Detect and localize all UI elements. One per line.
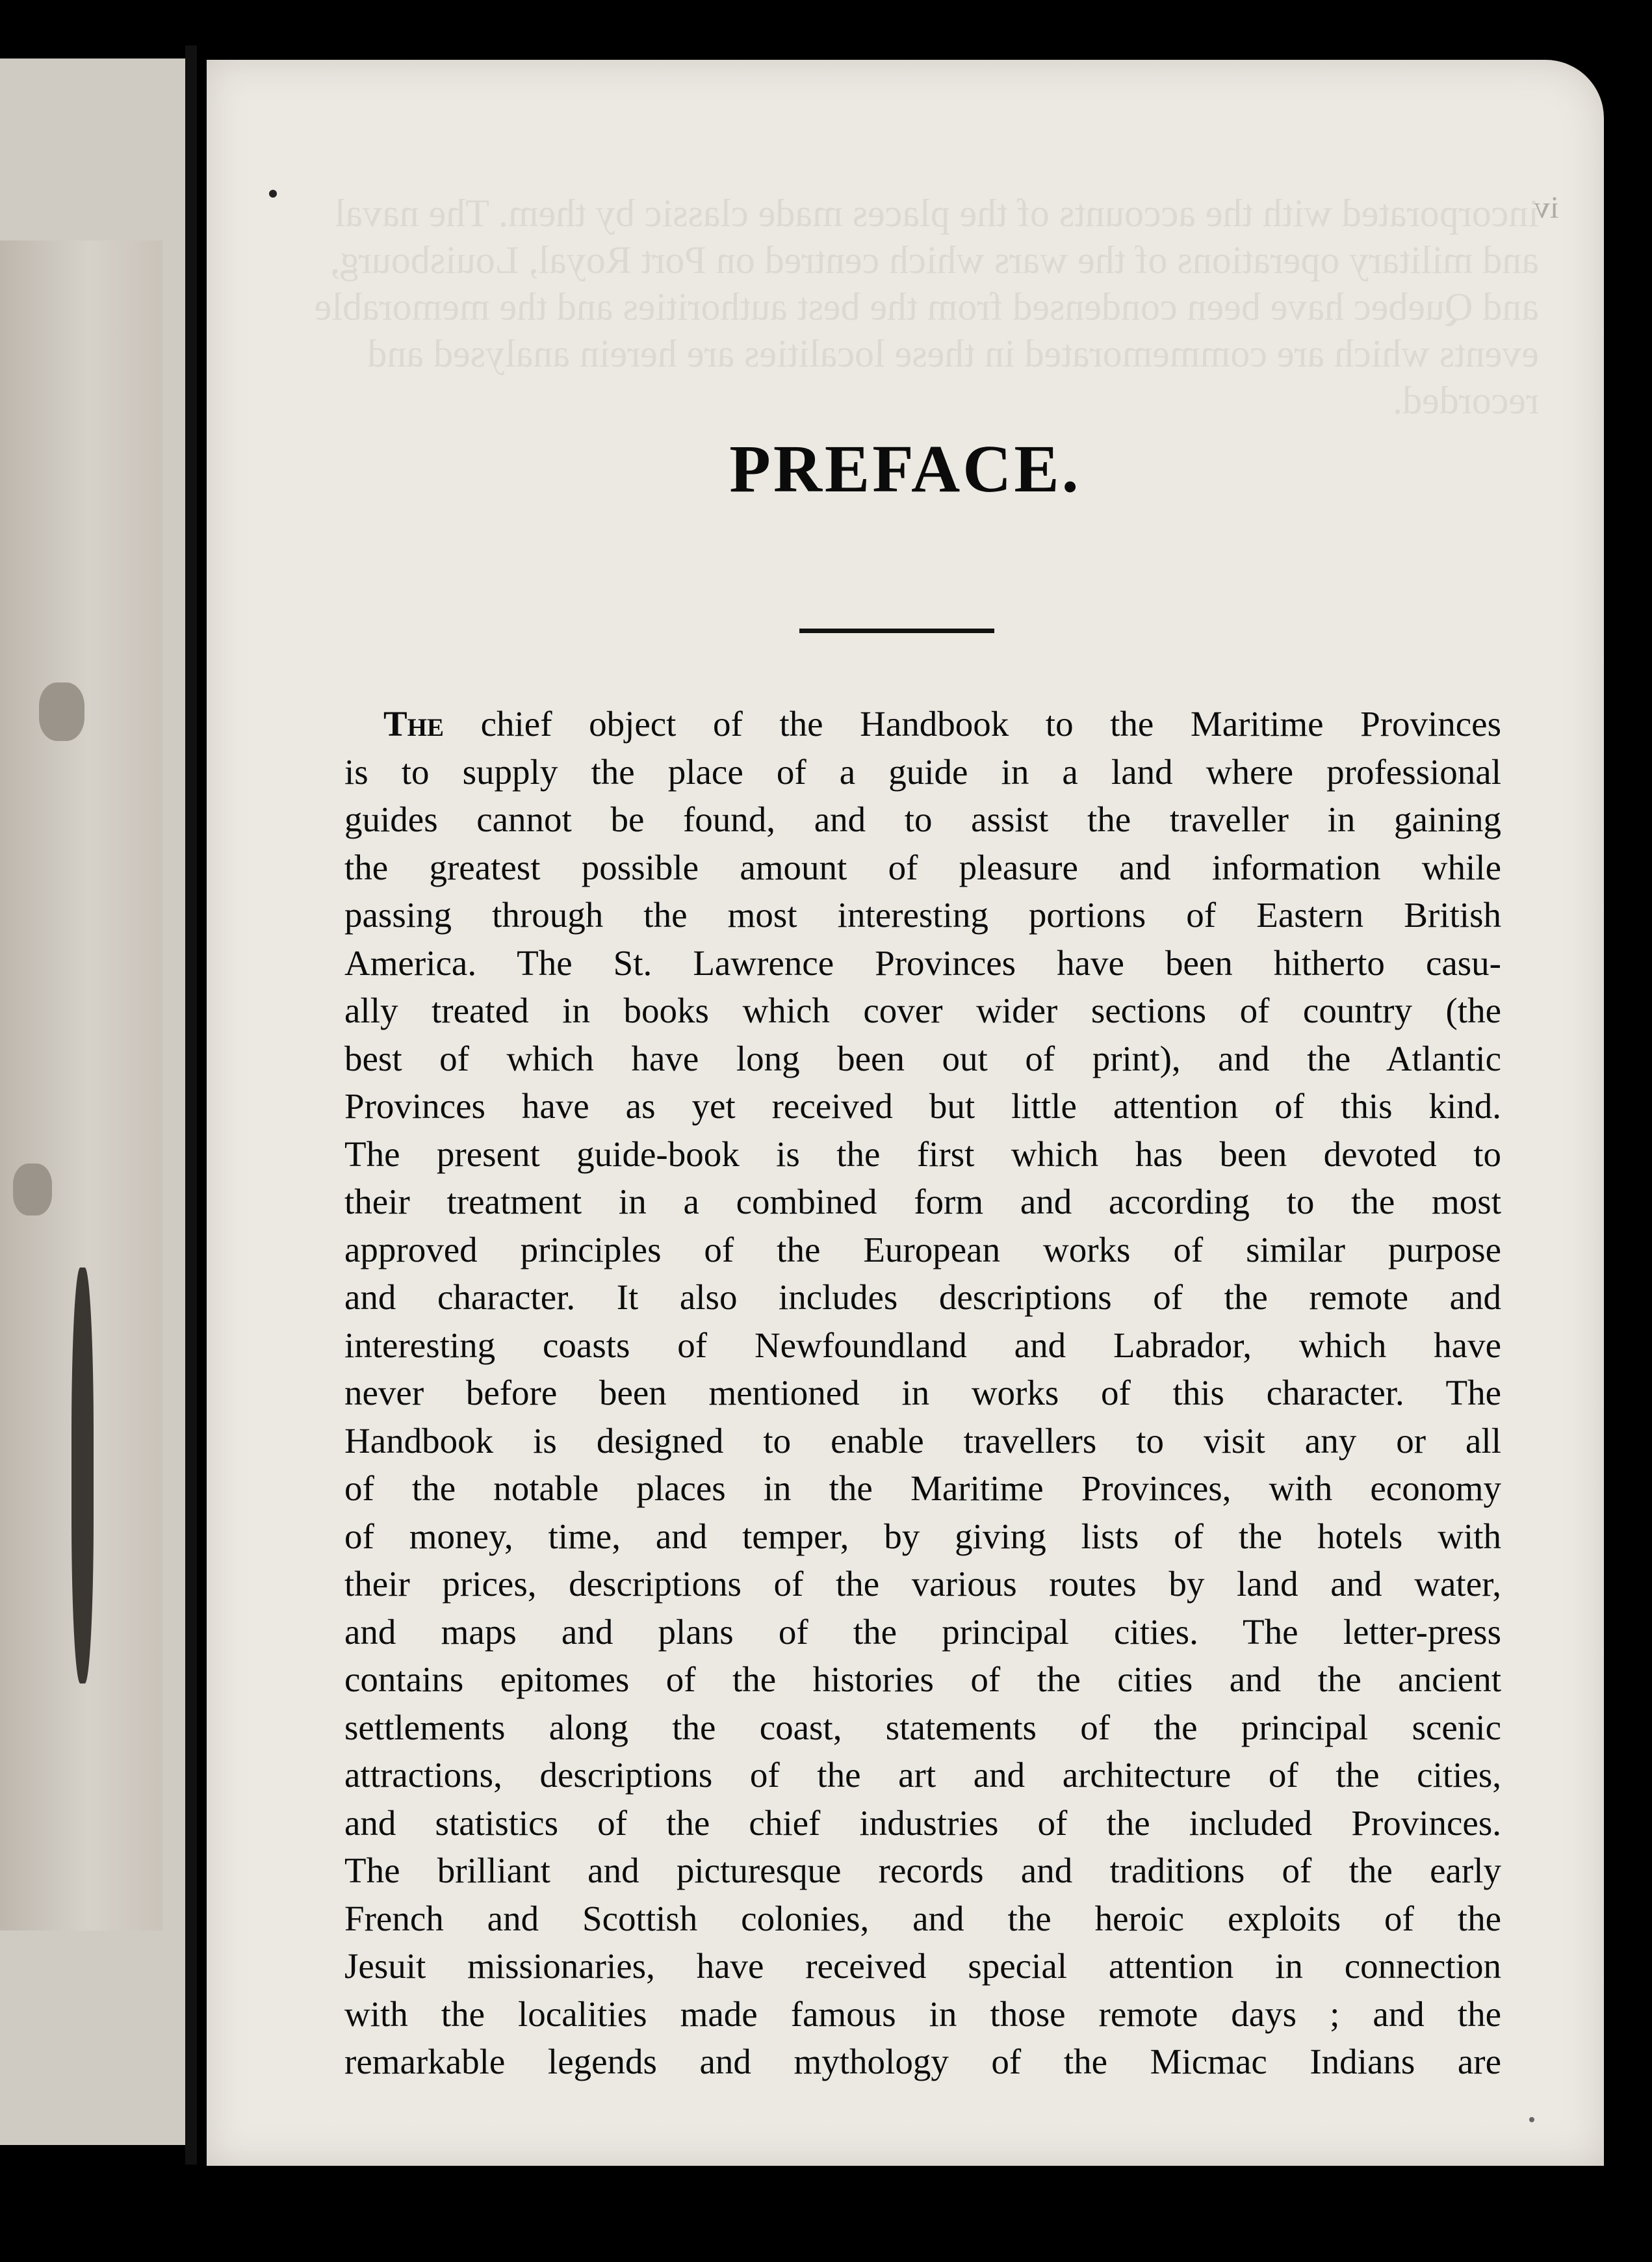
adjacent-page-edge — [0, 58, 188, 2145]
text-line-content: chief object of the Handbook to the Maritime Provinces — [444, 704, 1501, 744]
text-line: The present guide-book is the first which has been devoted to — [344, 1134, 1501, 1174]
text-line: Jesuit missionaries, have received special attention in connection — [344, 1946, 1501, 1986]
text-line: ally treated in books which cover wider sections of country (the — [344, 991, 1501, 1030]
bleed-through-page-number: iv — [1534, 190, 1558, 225]
bleed-through-text: incorporated with the accounts of the places made classic by them. The naval and military operations of the wars which centred on Port Royal, Louisbourg, and Quebec have been condensed from the best authorities and the memorable events which are commemorated in these localities are herein analysed and recorded. — [314, 192, 1539, 422]
text-line: The brilliant and picturesque records and traditions of the early — [344, 1851, 1501, 1890]
text-line: settlements along the coast, statements of the principal scenic — [344, 1707, 1501, 1747]
ink-speck — [269, 190, 277, 198]
text-line: approved principles of the European works of similar purpose — [344, 1229, 1501, 1269]
text-line: and statistics of the chief industries of the included Provinces. — [344, 1802, 1501, 1843]
text-line: attractions, descriptions of the art and architecture of the cities, — [344, 1755, 1501, 1795]
paper-stain — [13, 1164, 52, 1216]
book-page — [207, 60, 1604, 2166]
text-line: and maps and plans of the principal cities. The letter-press — [344, 1611, 1501, 1652]
text-line: French and Scottish colonies, and the heroic exploits of the — [344, 1898, 1501, 1938]
text-line: passing through the most interesting portions of Eastern British — [344, 895, 1501, 935]
page-title: PREFACE. — [729, 432, 1081, 506]
text-line: Provinces have as yet received but little attention of this kind. — [344, 1086, 1501, 1126]
text-line: contains epitomes of the histories of the cities and the ancient — [344, 1659, 1501, 1699]
text-line: interesting coasts of Newfoundland and Labrador, which have — [344, 1325, 1501, 1365]
drop-word: The — [383, 704, 445, 744]
text-line: best of which have long been out of print), and the Atlantic — [344, 1038, 1501, 1078]
text-line: of the notable places in the Maritime Provinces, with economy — [344, 1468, 1501, 1508]
ink-speck — [1529, 2117, 1534, 2122]
text-line: of money, time, and temper, by giving lists of the hotels with — [344, 1516, 1501, 1556]
binding-edge — [185, 46, 197, 2164]
text-line: guides cannot be found, and to assist the traveller in gaining — [344, 800, 1501, 839]
text-line: is to supply the place of a guide in a land where professional — [344, 751, 1501, 792]
paper-stain — [71, 1268, 94, 1684]
text-line: their prices, descriptions of the various routes by land and water, — [344, 1564, 1501, 1604]
text-line: never before been mentioned in works of this character. The — [344, 1373, 1501, 1412]
text-line: Handbook is designed to enable travellers to visit any or all — [344, 1420, 1501, 1461]
paper-stain — [39, 682, 84, 741]
title-rule — [799, 629, 994, 633]
text-line: and character. It also includes descriptions of the remote and — [344, 1277, 1501, 1317]
text-line: their treatment in a combined form and according to the most — [344, 1182, 1501, 1221]
text-line: with the localities made famous in those remote days ; and the — [344, 1994, 1501, 2034]
text-line: America. The St. Lawrence Provinces have been hitherto casu- — [344, 942, 1501, 983]
text-line: remarkable legends and mythology of the Micmac Indians are — [344, 2042, 1501, 2081]
text-line — [344, 700, 1501, 748]
preface-paragraph — [344, 700, 1501, 2086]
text-line: the greatest possible amount of pleasure and information while — [344, 847, 1501, 887]
